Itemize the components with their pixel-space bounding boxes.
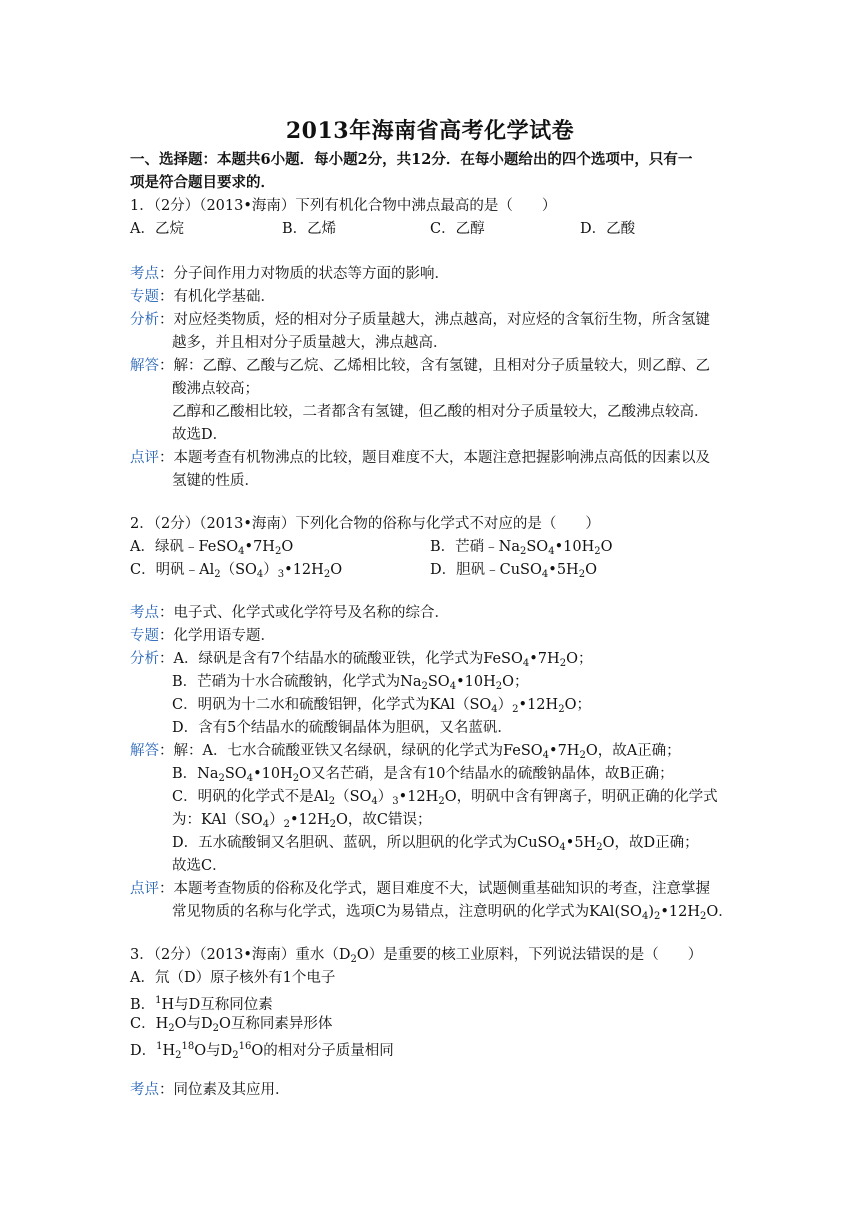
q1-jieda-line4: 故选D． <box>172 427 228 443</box>
q2-option-d: D．胆矾$﹣CuSO_4•5H_2O$ <box>430 562 597 580</box>
q2-jieda-final: 故选C． <box>172 858 227 874</box>
q2-jieda-c2: 为：$KAl(SO_4)_2•12H_2O$，故C错误； <box>172 812 432 830</box>
dianping-label: 点评 <box>130 450 159 466</box>
q2-dianping: 点评：本题考查物质的俗称及化学式，题目难度不大，试题侧重基础知识的考查，注意掌握 <box>130 881 710 897</box>
q3-option-c: C．$H_2O$与$D_2O$互称同素异形体 <box>130 1016 333 1034</box>
q2-zhuanti: 专题：化学用语专题． <box>130 628 275 644</box>
q2-stem: 2．（2分）（2013•海南）下列化合物的俗称与化学式不对应的是（ ） <box>130 516 600 532</box>
q2-kaodian: 考点：电子式、化学式或化学符号及名称的综合． <box>130 605 449 621</box>
q3-option-a: A．氘（D）原子核外有1个电子 <box>130 970 336 986</box>
section-header-line1: 一、选择题：本题共6小题．每小题2分，共12分．在每小题给出的四个选项中，只有一 <box>130 151 693 168</box>
q1-stem: 1．（2分）（2013•海南）下列有机化合物中沸点最高的是（ ） <box>130 198 557 214</box>
q1-dianping-line2: 氢键的性质． <box>172 473 259 489</box>
q1-fenxi: 分析：对应烃类物质，烃的相对分子质量越大，沸点越高，对应烃的含氧衍生物，所含氢键 <box>130 312 710 328</box>
q3-stem: 3．（2分）（2013•海南）重水$(D_2O)$是重要的核工业原料，下列说法错误的是（ ） <box>130 947 703 965</box>
q1-jieda-line3: 乙醇和乙酸相比较，二者都含有氢键，但乙酸的相对分子质量较大，乙酸沸点较高． <box>172 404 709 420</box>
kaodian-label: 考点 <box>130 266 159 282</box>
zhuanti-label: 专题 <box>130 289 159 305</box>
q3-option-b: B．$^1$H与D互称同位素 <box>130 995 273 1013</box>
q2-fenxi-c: C．明矾为十二水和硫酸铝钾，化学式为$KAl(SO_4)_2•12H_2O$； <box>172 697 591 715</box>
q2-fenxi-b: B．芒硝为十水合硫酸钠，化学式为$Na_2SO_4•10H_2O$； <box>172 674 529 692</box>
fenxi-label: 分析 <box>130 312 159 328</box>
q3-option-d: D．$^1H_2^{18}O$与$D_2^{16}O$的相对分子质量相同 <box>130 1041 394 1061</box>
q2-option-b: B．芒硝$﹣Na_2SO_4•10H_2O$ <box>430 539 613 557</box>
q1-jieda: 解答：解：乙醇、乙酸与乙烷、乙烯相比较，含有氢键，且相对分子质量较大，则乙醇、乙 <box>130 358 710 374</box>
q2-jieda-d: D．五水硫酸铜又名胆矾、蓝矾，所以胆矾的化学式为$CuSO_4•5H_2O$，故D正确； <box>172 835 699 853</box>
jieda-label: 解答 <box>130 358 159 374</box>
q1-fenxi-line2: 越多，并且相对分子质量越大，沸点越高． <box>172 335 448 351</box>
q2-dianping-line2: 常见物质的名称与化学式，选项C为易错点，注意明矾的化学式为$KAl(SO_4)_2•12H_2O$． <box>172 904 733 922</box>
q2-option-c: C．明矾$﹣Al_2(SO_4)_3•12H_2O$ <box>130 562 343 580</box>
q1-dianping: 点评：本题考查有机物沸点的比较，题目难度不大，本题注意把握影响沸点高低的因素以及 <box>130 450 710 466</box>
q1-option-b: B．乙烯 <box>282 221 337 237</box>
q2-jieda-c: C．明矾的化学式不是$Al_2(SO_4)_3•12H_2O$，明矾中含有钾离子，明矾正确的化学式 <box>172 789 718 807</box>
q2-jieda-b: B．$Na_2SO_4•10H_2O$又名芒硝，是含有10个结晶水的硫酸钠晶体，故B正确； <box>172 766 674 784</box>
q1-kaodian: 考点：分子间作用力对物质的状态等方面的影响． <box>130 266 449 282</box>
page-title: 2013年海南省高考化学试卷 <box>285 118 575 144</box>
section-header-line2: 项是符合题目要求的． <box>130 174 275 191</box>
q1-zhuanti: 专题：有机化学基础． <box>130 289 275 305</box>
q3-kaodian: 考点：同位素及其应用． <box>130 1082 290 1098</box>
q2-jieda-a: 解答：解：A．七水合硫酸亚铁又名绿矾，绿矾的化学式为$FeSO_4•7H_2O$，故A正确； <box>130 743 681 761</box>
q2-fenxi-a: 分析：A．绿矾是含有7个结晶水的硫酸亚铁，化学式为$FeSO_4•7H_2O$； <box>130 651 593 669</box>
q1-jieda-line2: 酸沸点较高； <box>172 381 259 397</box>
q2-fenxi-d: D．含有5个结晶水的硫酸铜晶体为胆矾，又名蓝矾． <box>172 720 512 736</box>
q1-option-c: C．乙醇 <box>430 221 485 237</box>
q1-option-d: D．乙酸 <box>580 221 636 237</box>
q1-option-a: A．乙烷 <box>130 221 184 237</box>
q2-option-a: A．绿矾$﹣FeSO_4•7H_2O$ <box>130 539 294 557</box>
